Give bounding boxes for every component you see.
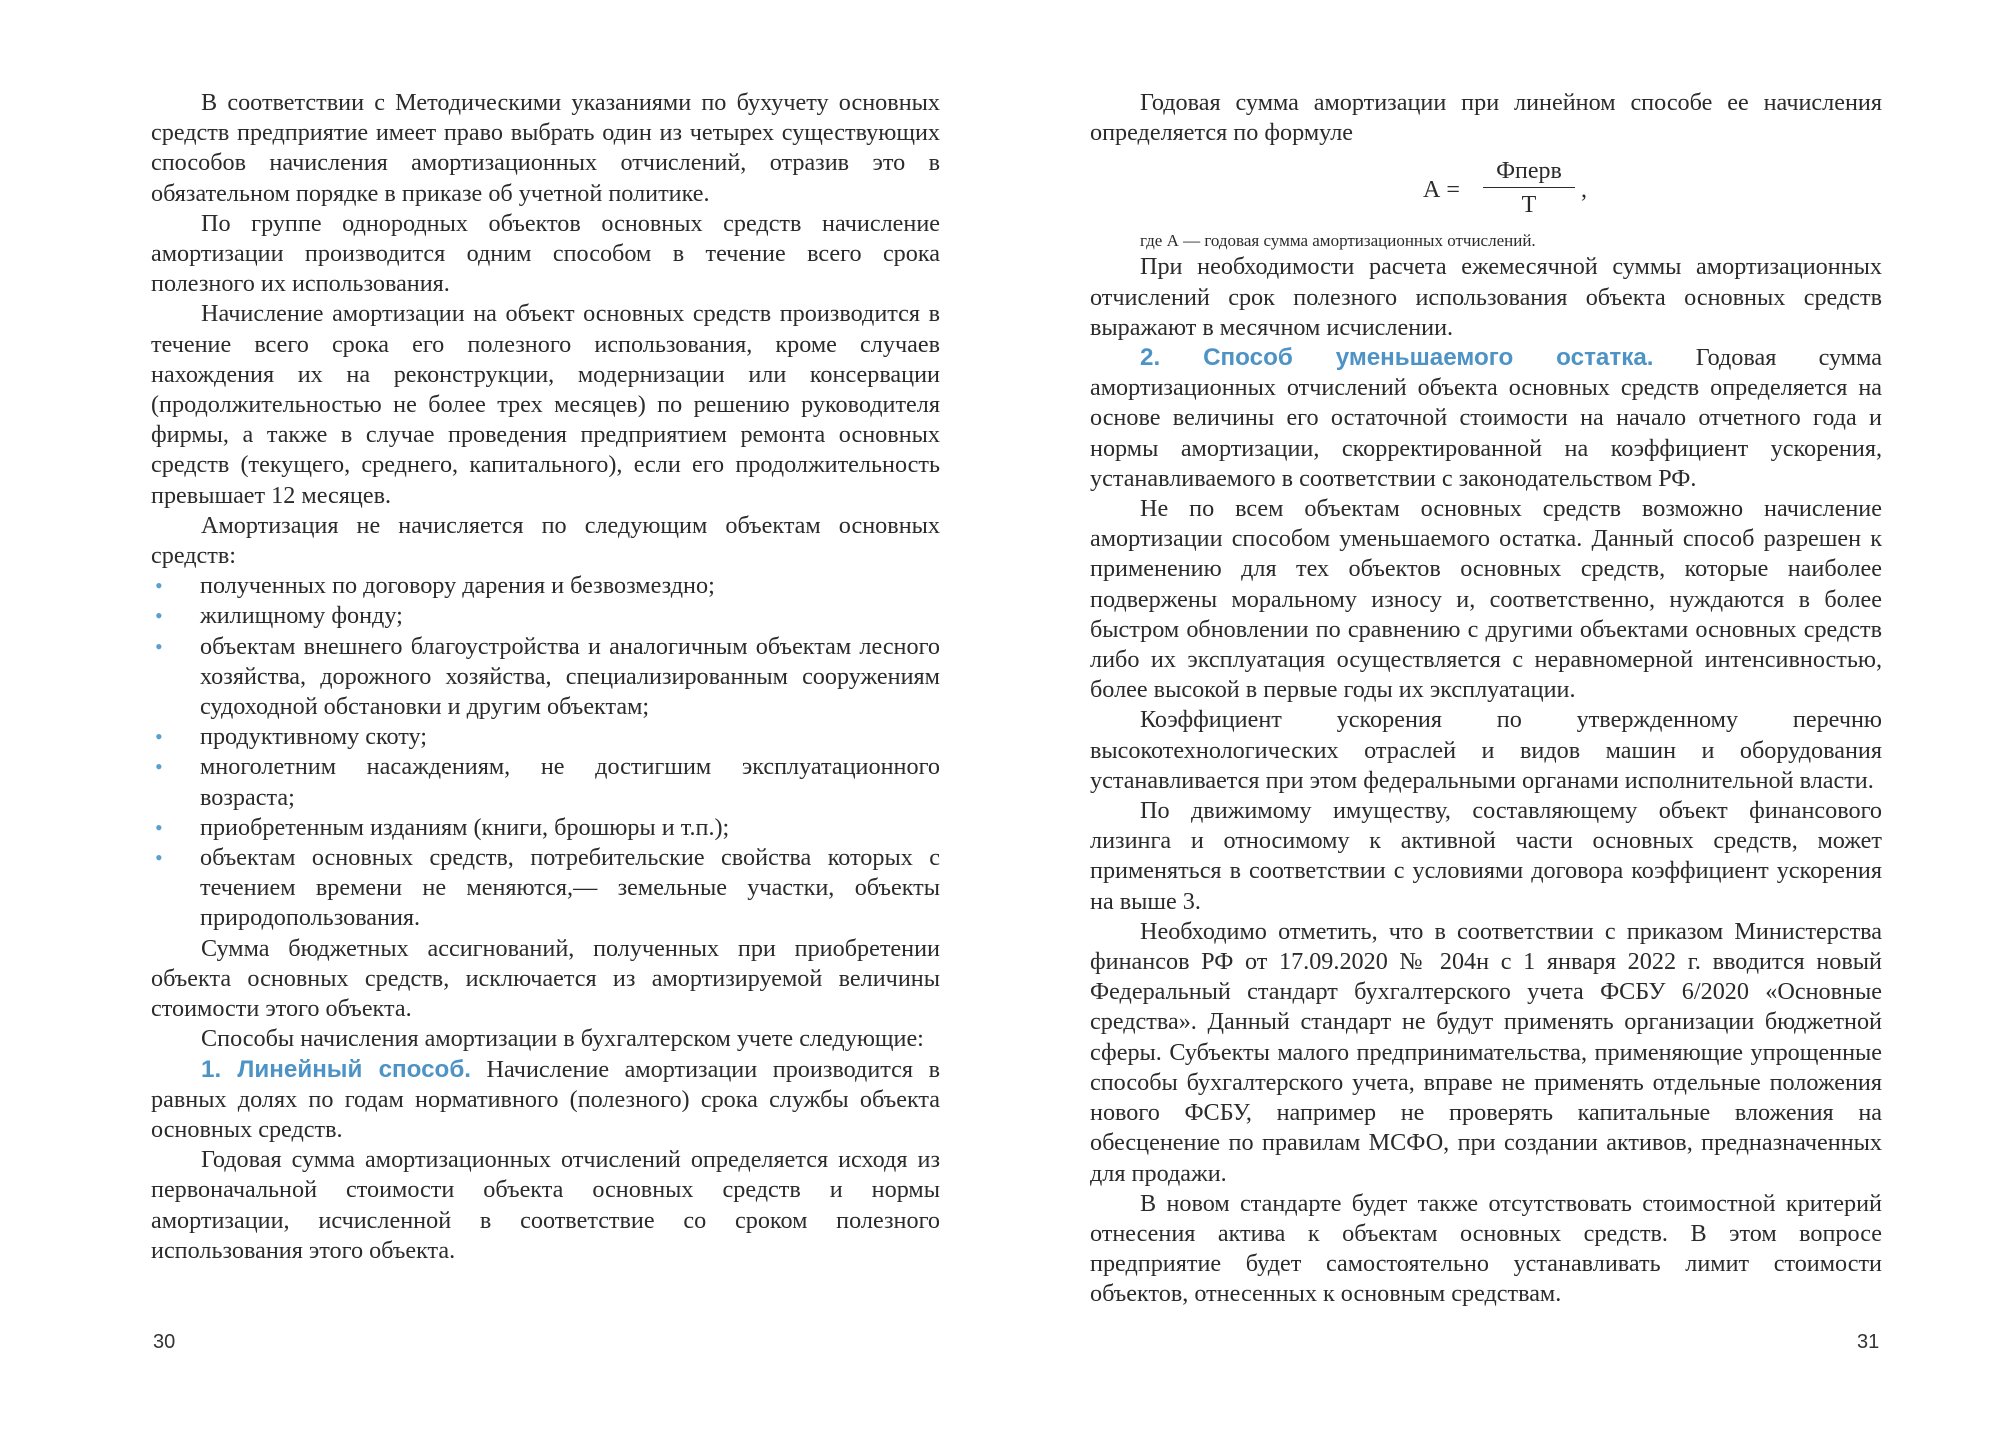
bullet-icon: • <box>155 724 163 750</box>
list-item: • продуктивному скоту; <box>151 722 940 752</box>
paragraph: Начисление амортизации на объект основных средств производится в течение всего срока его полезного использования, кроме случаев нахождения их на реконструкции, модернизации или консервации (продолжительностью не более трех месяцев) по решению руководителя фирмы, а также в случае проведения предприятием ремонта основных средств (текущего, среднего, капитального), если его продолжительность превышает 12 месяцев. <box>151 300 940 509</box>
bullet-icon: • <box>155 845 163 871</box>
linear-method-heading: 1. Линейный способ. <box>201 1055 471 1083</box>
page-number: 30 <box>153 1331 176 1353</box>
depreciation-formula <box>1090 148 1882 230</box>
formula-comma: , <box>1581 177 1587 204</box>
linear-method-paragraph: 1. Линейный способ. Начисление амортизации производится в равных долях по годам нормативного (полезного) срока службы объекта основных средств. <box>151 1055 941 1143</box>
paragraph: Необходимо отметить, что в соответствии с приказом Министерства финансов РФ от 17.09.2020 № 204н с 1 января 2022 г. вводится новый Федеральный стандарт бухгалтерского учета ФСБУ 6/2020 «Основные средства». Данный стандарт не будут применять организации бюджетной сферы. Субъекты малого предпринимательства, применяющие упрощенные способы бухгалтерского учета, вправе не применять отдельные положения нового ФСБУ, например не проверять капитальные вложения на обесценение по правилам МСФО, при создании активов, предназначенных для продажи. <box>1090 917 1882 1187</box>
formula-fraction <box>1483 156 1575 220</box>
paragraph: Не по всем объектам основных средств возможно начисление амортизации способом уменьшаемого остатка. Данный способ разрешен к применению для тех объектов основных средств, которые наиболее подвержены моральному износу и, соответственно, нуждаются в более быстром обновлении по сравнению с другими объектами основных средств либо их эксплуатация осуществляется с неравномерной интенсивностью, более высокой в первые годы их эксплуатации. <box>1090 495 1882 704</box>
bullet-icon: • <box>155 603 163 629</box>
formula-lhs: А = <box>1423 177 1460 204</box>
formula-note: где А — годовая сумма амортизационных отчислений. <box>1140 231 1536 251</box>
bullet-icon: • <box>155 754 163 780</box>
paragraph: Сумма бюджетных ассигнований, полученных при приобретении объекта основных средств, исключается из амортизируемой величины стоимости этого объекта. <box>151 934 940 1023</box>
fraction-bar <box>1483 187 1575 188</box>
bullet-icon: • <box>155 814 163 840</box>
paragraph: В соответствии с Методическими указаниями по бухучету основных средств предприятие имеет право выбрать один из четырех существующих способов начисления амортизационных отчислений, отразив это в обязательном порядке в приказе об учетной политике. <box>151 89 940 207</box>
exclusions-list <box>151 571 940 933</box>
bullet-icon: • <box>155 573 163 599</box>
right-page-text <box>1090 88 1882 1310</box>
declining-method-paragraph: 2. Способ уменьшаемого остатка. Годовая сумма амортизационных отчислений объекта основных средств определяется на основе величины его остаточной стоимости на начало отчетного года и нормы амортизации, скорректированной на коэффициент ускорения, устанавливаемого в соответствии с законодательством РФ. <box>1090 344 1882 492</box>
list-item: • полученных по договору дарения и безвозмездно; <box>151 571 940 601</box>
left-page-text <box>151 88 940 1266</box>
list-item: • объектам основных средств, потребительские свойства которых с течением времени не меняются,— земельные участки, объекты природопользования. <box>155 844 940 932</box>
formula-numerator: Фперв <box>1496 158 1562 185</box>
bullet-icon: • <box>155 633 163 659</box>
paragraph: Способы начисления амортизации в бухгалтерском учете следующие: <box>201 1025 924 1053</box>
formula-denominator: Т <box>1521 192 1537 219</box>
paragraph: Годовая сумма амортизационных отчислений определяется исходя из первоначальной стоимости объекта основных средств и нормы амортизации, исчисленной в соответствие со сроком полезного использования этого объекта. <box>151 1146 940 1264</box>
list-item: • жилищному фонду; <box>151 601 940 631</box>
list-item: • приобретенным изданиям (книги, брошюры и т.п.); <box>151 813 940 843</box>
paragraph: В новом стандарте будет также отсутствовать стоимостной критерий отнесения актива к объектам основных средств. В этом вопросе предприятие будет самостоятельно устанавливать лимит стоимости объектов, отнесенных к основным средствам. <box>1090 1189 1882 1308</box>
list-item: • многолетним насаждениям, не достигшим эксплуатационного возраста; <box>155 753 940 811</box>
paragraph: При необходимости расчета ежемесячной суммы амортизационных отчислений срок полезного использования объекта основных средств выражают в месячном исчислении. <box>1090 253 1882 341</box>
page-number: 31 <box>1857 1331 1880 1353</box>
list-item: • объектам внешнего благоустройства и аналогичным объектам лесного хозяйства, дорожного хозяйства, специализированным сооружениям судоходной обстановки и другим объектам; <box>155 632 940 721</box>
paragraph: По группе однородных объектов основных средств начисление амортизации производится одним способом в течение всего срока полезного их использования. <box>151 209 940 298</box>
paragraph: По движимому имуществу, составляющему объект финансового лизинга и относимому к активной части основных средств, может применяться в соответствии с условиями договора коэффициент ускорения на выше 3. <box>1090 797 1882 915</box>
paragraph: Амортизация не начисляется по следующим объектам основных средств: <box>151 511 940 570</box>
paragraph: Годовая сумма амортизации при линейном способе ее начисления определяется по формуле <box>1090 89 1882 147</box>
paragraph: Коэффициент ускорения по утвержденному перечню высокотехнологических отраслей и видов машин и оборудования устанавливается при этом федеральными органами исполнительной власти. <box>1090 706 1882 794</box>
declining-method-heading: 2. Способ уменьшаемого остатка. <box>1140 344 1654 372</box>
right-page <box>1000 0 2000 1447</box>
